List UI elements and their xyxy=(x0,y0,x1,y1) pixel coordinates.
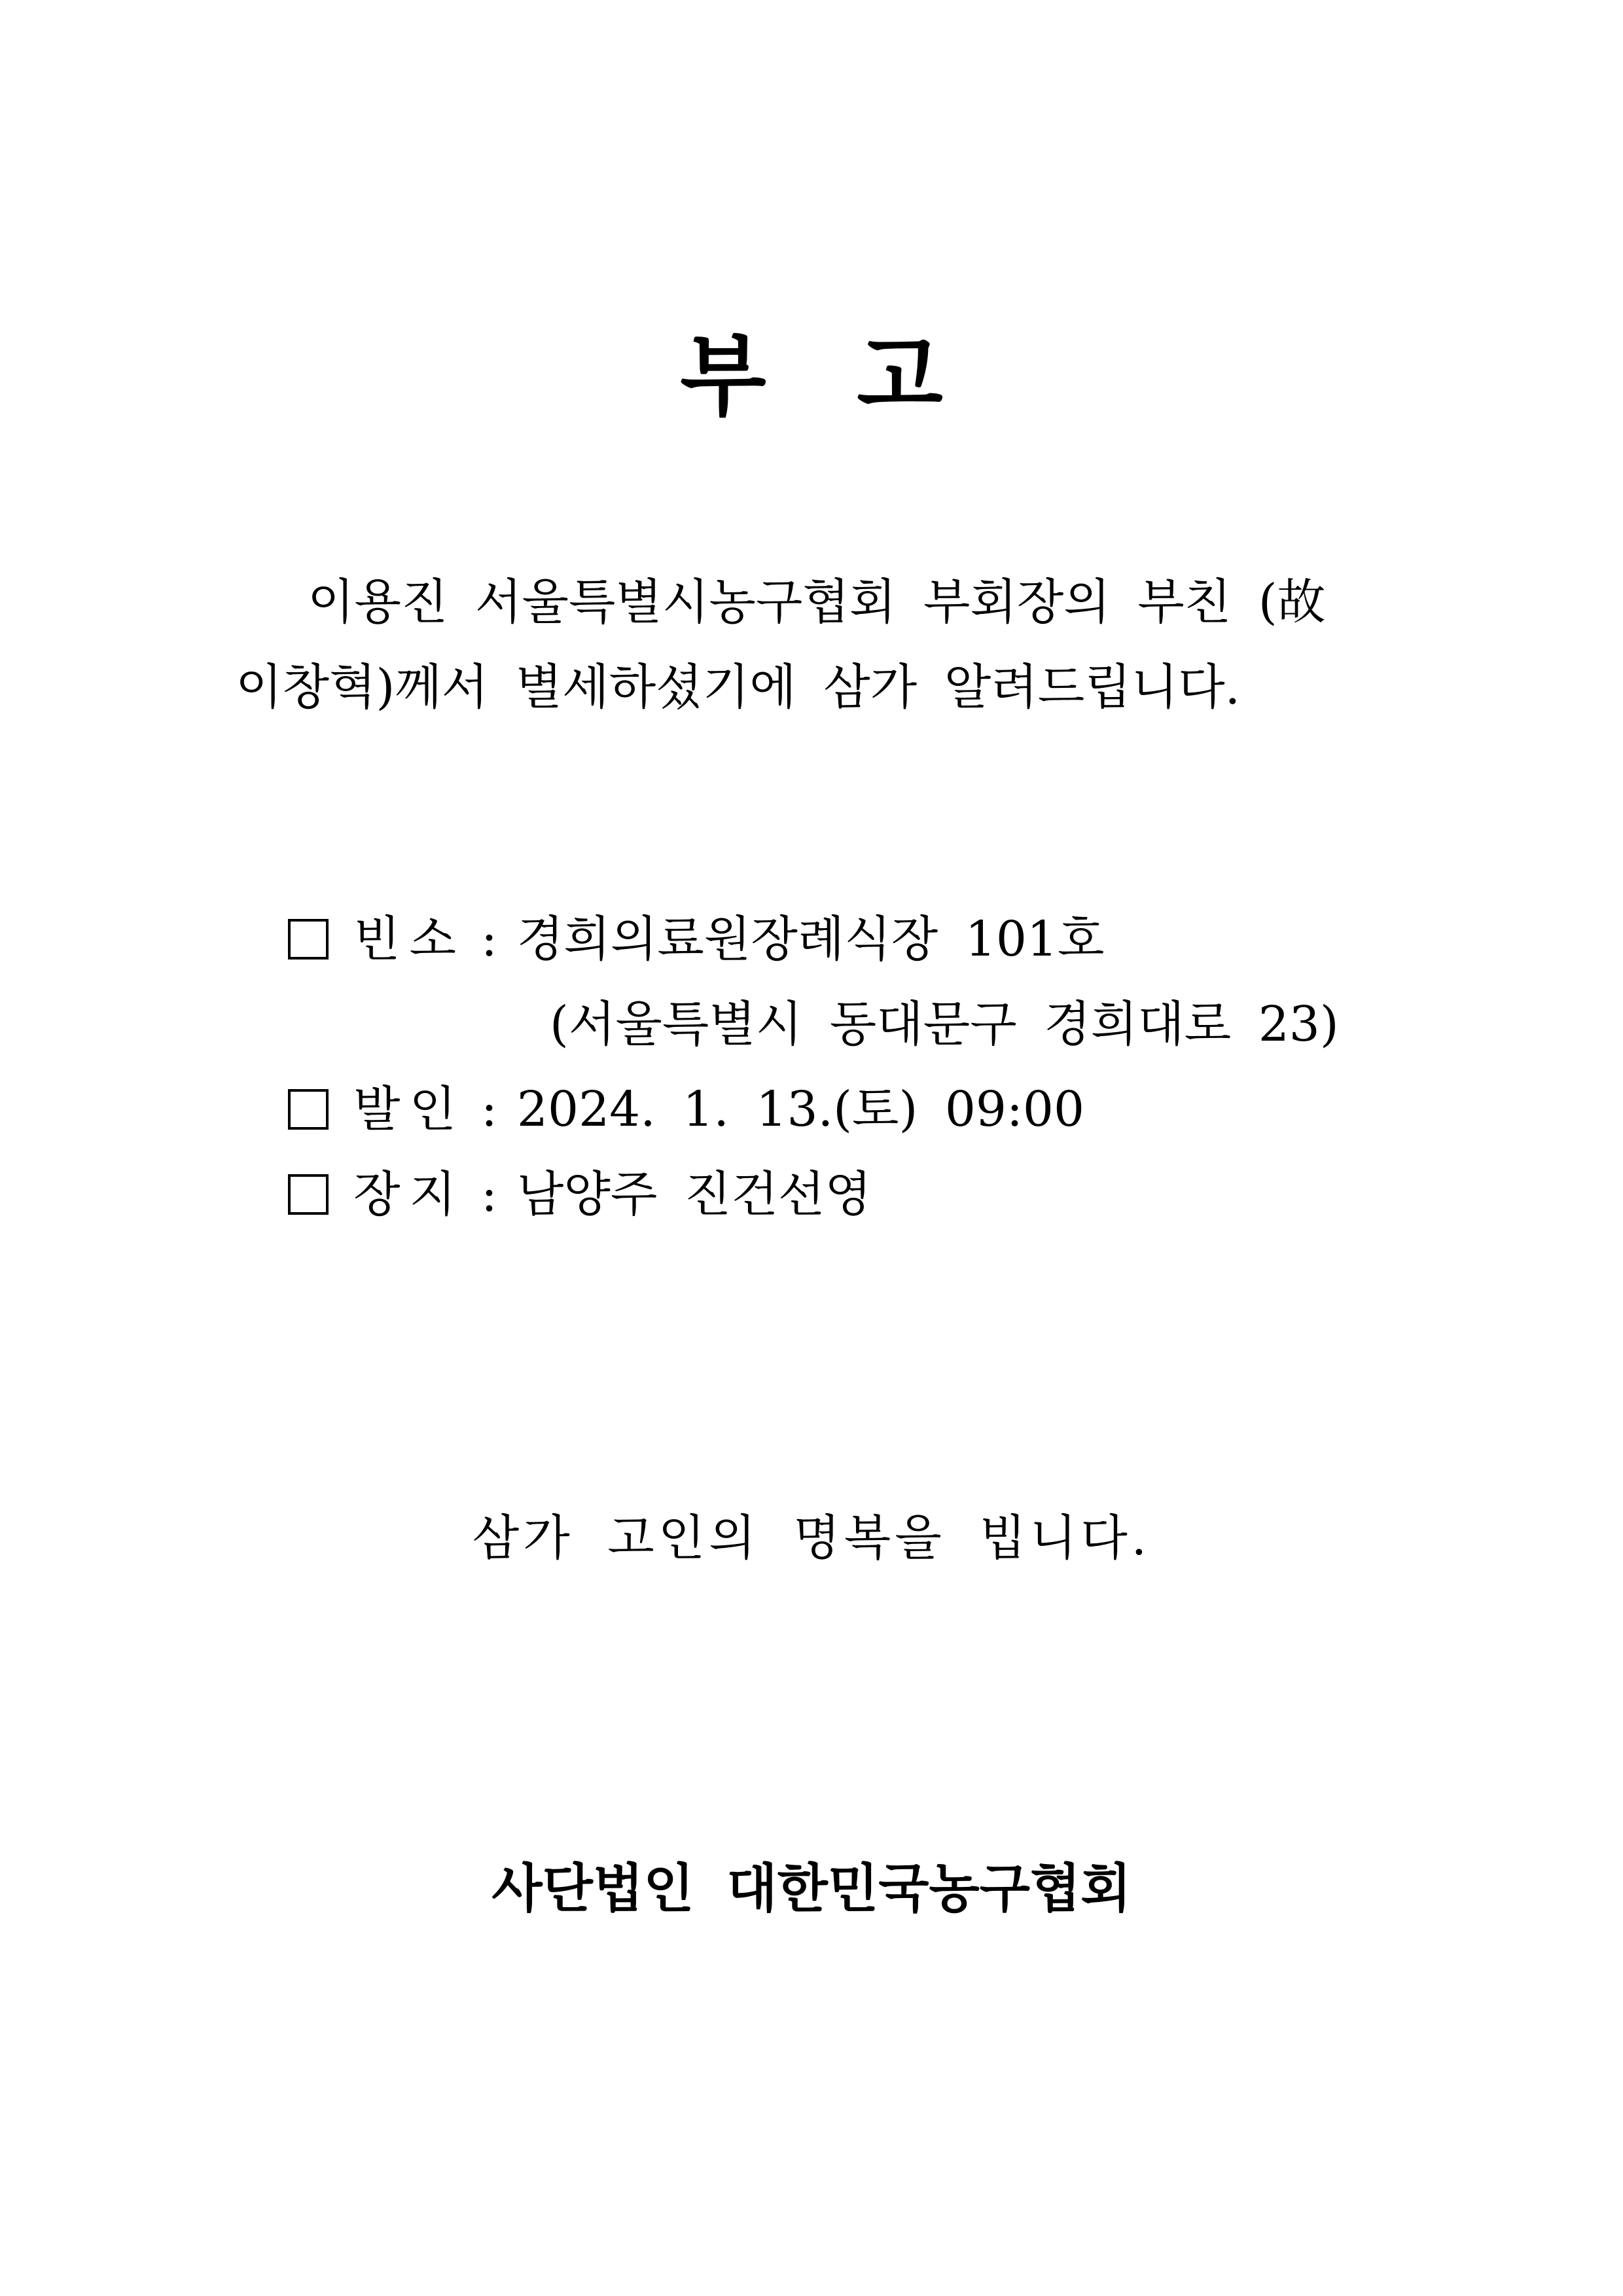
condolence-message: 삼가 고인의 명복을 빕니다. xyxy=(472,1510,1151,1566)
info-label: 발인 xyxy=(353,1081,465,1138)
organization-name: 사단법인 대한민국농구협회 xyxy=(491,1857,1132,1919)
info-value: 2024. 1. 13.(토) 09:00 xyxy=(516,1081,1085,1138)
announcement-paragraph xyxy=(236,560,1414,730)
info-item-balin xyxy=(288,1067,1466,1152)
checkbox-square-icon xyxy=(288,919,329,960)
info-colon: : xyxy=(480,1166,497,1223)
info-item-jangji xyxy=(288,1152,1466,1237)
info-label: 빈소 xyxy=(353,911,465,967)
checkbox-square-icon xyxy=(288,1174,329,1215)
info-address: (서울특별시 동대문구 경희대로 23) xyxy=(550,996,1339,1052)
info-value: 경희의료원장례식장 101호 xyxy=(516,911,1105,967)
funeral-info-list xyxy=(288,897,1466,1237)
announcement-line: 이용진 서울특별시농구협회 부회장의 부친 (故 xyxy=(308,574,1326,630)
info-label: 장지 xyxy=(353,1166,465,1223)
info-value: 남양주 진건선영 xyxy=(516,1166,872,1223)
info-item-binso xyxy=(288,897,1466,982)
title-char: 부 xyxy=(680,324,766,429)
info-colon: : xyxy=(480,911,497,967)
page-title xyxy=(0,324,1623,429)
title-char: 고 xyxy=(857,324,943,429)
checkbox-square-icon xyxy=(288,1089,329,1130)
info-colon: : xyxy=(480,1081,497,1138)
announcement-line: 이창혁)께서 별세하셨기에 삼가 알려드립니다. xyxy=(236,659,1241,715)
